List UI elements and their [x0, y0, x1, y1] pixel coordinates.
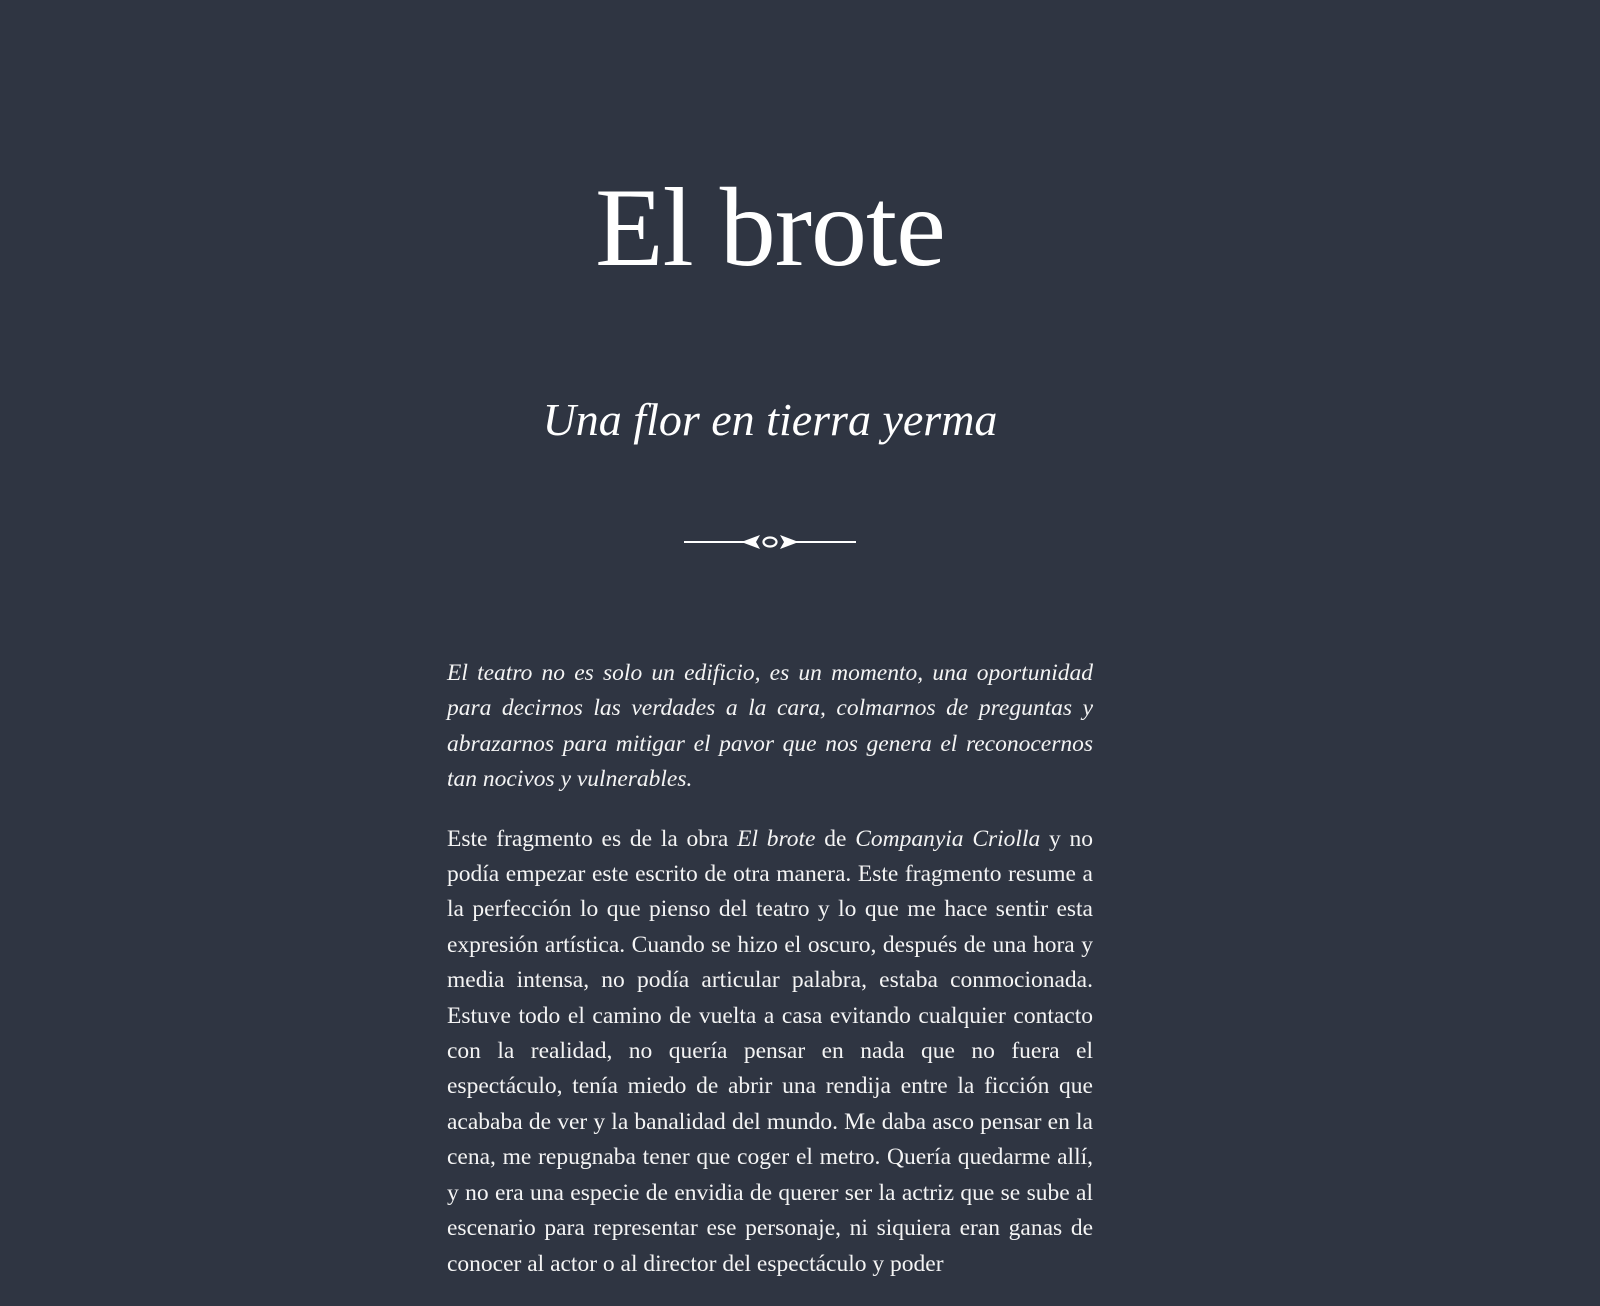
- body-paragraph: [447, 822, 1093, 1282]
- paragraph-connector: de: [815, 825, 856, 852]
- ornamental-divider-icon: [684, 532, 856, 552]
- article-subtitle: Una flor en tierra yerma: [542, 394, 998, 445]
- paragraph-text: y no podía empezar este escrito de otra manera. Este fragmento resume a la perfección lo que pienso del teatro y lo que me hace sentir esta expresión artística. Cuando se hizo el oscuro, después de una hora y media intensa, no podía articular palabra, estaba conmocionada. Estuve todo el camino de vuelta a casa evitando cualquier contacto con la realidad, no quería pensar en nada que no fuera el espectáculo, tenía miedo de abrir una rendija entre la ficción que acababa de ver y la banalidad del mundo. Me daba asco pensar en la cena, me repugnaba tener que coger el metro. Quería quedarme allí, y no era una especie de envidia de querer ser la actriz que se sube al escenario para representar ese personaje, ni siquiera eran ganas de conocer al actor o al director del espectáculo y poder: [447, 825, 1094, 1277]
- paragraph-intro: Este fragmento es de la obra: [447, 825, 738, 852]
- company-name: Companyia Criolla: [855, 825, 1041, 852]
- play-title: El brote: [737, 825, 816, 852]
- epigraph-quote: El teatro no es solo un edificio, es un momento, una oportunidad para decirnos las verdades a la cara, colmarnos de preguntas y abrazarnos para mitigar el pavor que nos genera el reconocernos tan nocivos y vulnerables.: [447, 660, 1093, 793]
- article-body: [447, 656, 1093, 1306]
- article-title: El brote: [595, 166, 945, 290]
